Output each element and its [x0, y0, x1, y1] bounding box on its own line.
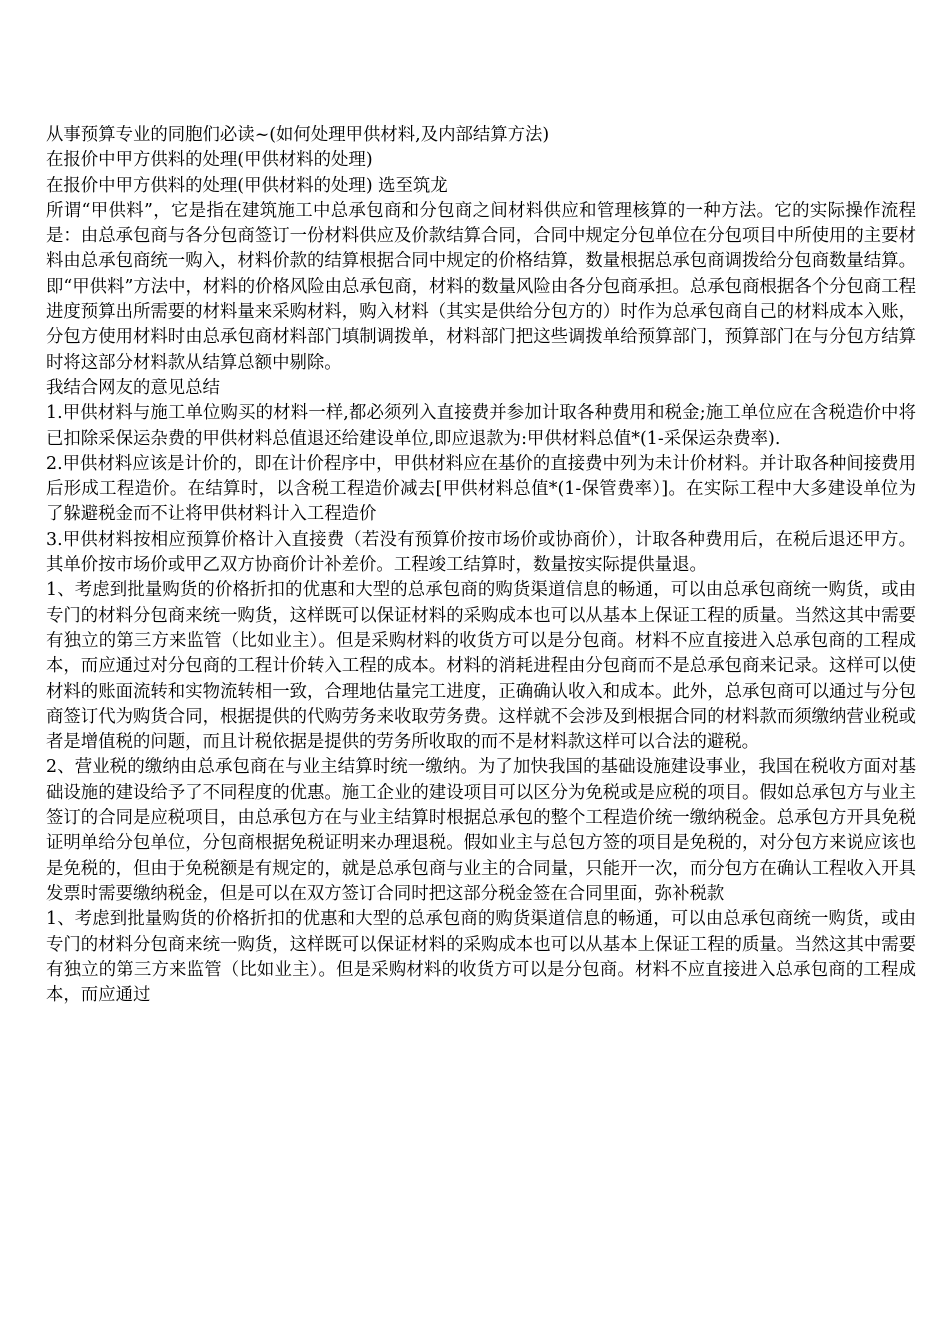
paragraph-point-3: 3.甲供材料按相应预算价格计入直接费（若没有预算价按市场价或协商价），计取各种费用后，在税后退还甲方。其单价按市场价或甲乙双方协商价计补差价。工程竣工结算时，数量按实际提供量退。: [46, 529, 916, 576]
paragraph-purchase: 1、考虑到批量购货的价格折扣的优惠和大型的总承包商的购货渠道信息的畅通，可以由总承包商统一购货，或由专门的材料分包商来统一购货，这样既可以保证材料的采购成本也可以从基本上保证工程的质量。当然这其中需要有独立的第三方来监管（比如业主）。但是采购材料的收货方可以是分包商。材料不应直接进入总承包商的工程成本，而应通过对分包商的工程计价转入工程的成本。材料的消耗进程由分包商而不是总承包商来记录。这样可以使材料的账面流转和实物流转相一致，合理地估量完工进度，正确确认收入和成本。此外，总承包商可以通过与分包商签订代为购货合同，根据提供的代购劳务来收取劳务费。这样就不会涉及到根据合同的材料款而须缴纳营业税或者是增值税的问题，而且计税依据是提供的劳务所收取的而不是材料款这样可以合法的避税。: [46, 580, 916, 753]
paragraph-point-2: 2.甲供材料应该是计价的，即在计价程序中，甲供材料应在基价的直接费中列为未计价材料。并计取各种间接费用后形成工程造价。在结算时，以含税工程造价减去[甲供材料总值*(1-保管费率）]。在实际工程中大多建设单位为了躲避税金而不让将甲供材料计入工程造价: [46, 453, 916, 525]
paragraph-point-1: 1.甲供材料与施工单位购买的材料一样,都必须列入直接费并参加计取各种费用和税金;施工单位应在含税造价中将已扣除采保运杂费的甲供材料总值退还给建设单位,即应退款为:甲供材料总值*(1-采保运杂费率).: [46, 403, 916, 449]
paragraph-definition: 所谓“甲供料”，它是指在建筑施工中总承包商和分包商之间材料供应和管理核算的一种方法。它的实际操作流程是：由总承包商与各分包商签订一份材料供应及价款结算合同，合同中规定分包单位在分包项目中所使用的主要材料由总承包商统一购入，材料价款的结算根据合同中规定的价格结算，数量根据总承包商调拨给分包商数量结算。即“甲供料”方法中，材料的价格风险由总承包商，材料的数量风险由各分包商承担。总承包商根据各个分包商工程进度预算出所需要的材料量来采购材料，购入材料（其实是供给分包方的）时作为总承包商自己的材料成本入账，分包方使用材料时由总承包商材料部门填制调拨单，材料部门把这些调拨单给预算部门，预算部门在与分包方结算时将这部分材料款从结算总额中剔除。: [46, 200, 916, 373]
section-heading-source: 在报价中甲方供料的处理(甲供材料的处理) 选至筑龙: [46, 175, 448, 196]
section-heading: 在报价中甲方供料的处理(甲供材料的处理): [46, 150, 373, 171]
paragraph-summary-intro: 我结合网友的意见总结: [46, 377, 220, 398]
document-body: [46, 123, 916, 1008]
paragraph-tax: 2、营业税的缴纳由总承包商在与业主结算时统一缴纳。为了加快我国的基础设施建设事业，我国在税收方面对基础设施的建设给予了不同程度的优惠。施工企业的建设项目可以区分为免税或是应税的项目。假如总承包方与业主签订的合同是应税项目，由总承包方在与业主结算时根据总承包的整个工程造价统一缴纳税金。总承包方开具免税证明单给分包单位，分包商根据免税证明来办理退税。假如业主与总包方签的项目是免税的，对分包方来说应该也是免税的，但由于免税额是有规定的，就是总承包商与业主的合同量，只能开一次，而分包方在确认工程收入开具发票时需要缴纳税金，但是可以在双方签订合同时把这部分税金签在合同里面，弥补税款: [46, 757, 916, 904]
document-title: 从事预算专业的同胞们必读~(如何处理甲供材料,及内部结算方法): [46, 125, 550, 145]
paragraph-purchase-repeat: 1、考虑到批量购货的价格折扣的优惠和大型的总承包商的购货渠道信息的畅通，可以由总承包商统一购货，或由专门的材料分包商来统一购货，这样既可以保证材料的采购成本也可以从基本上保证工程的质量。当然这其中需要有独立的第三方来监管（比如业主）。但是采购材料的收货方可以是分包商。材料不应直接进入总承包商的工程成本，而应通过: [46, 909, 916, 1006]
